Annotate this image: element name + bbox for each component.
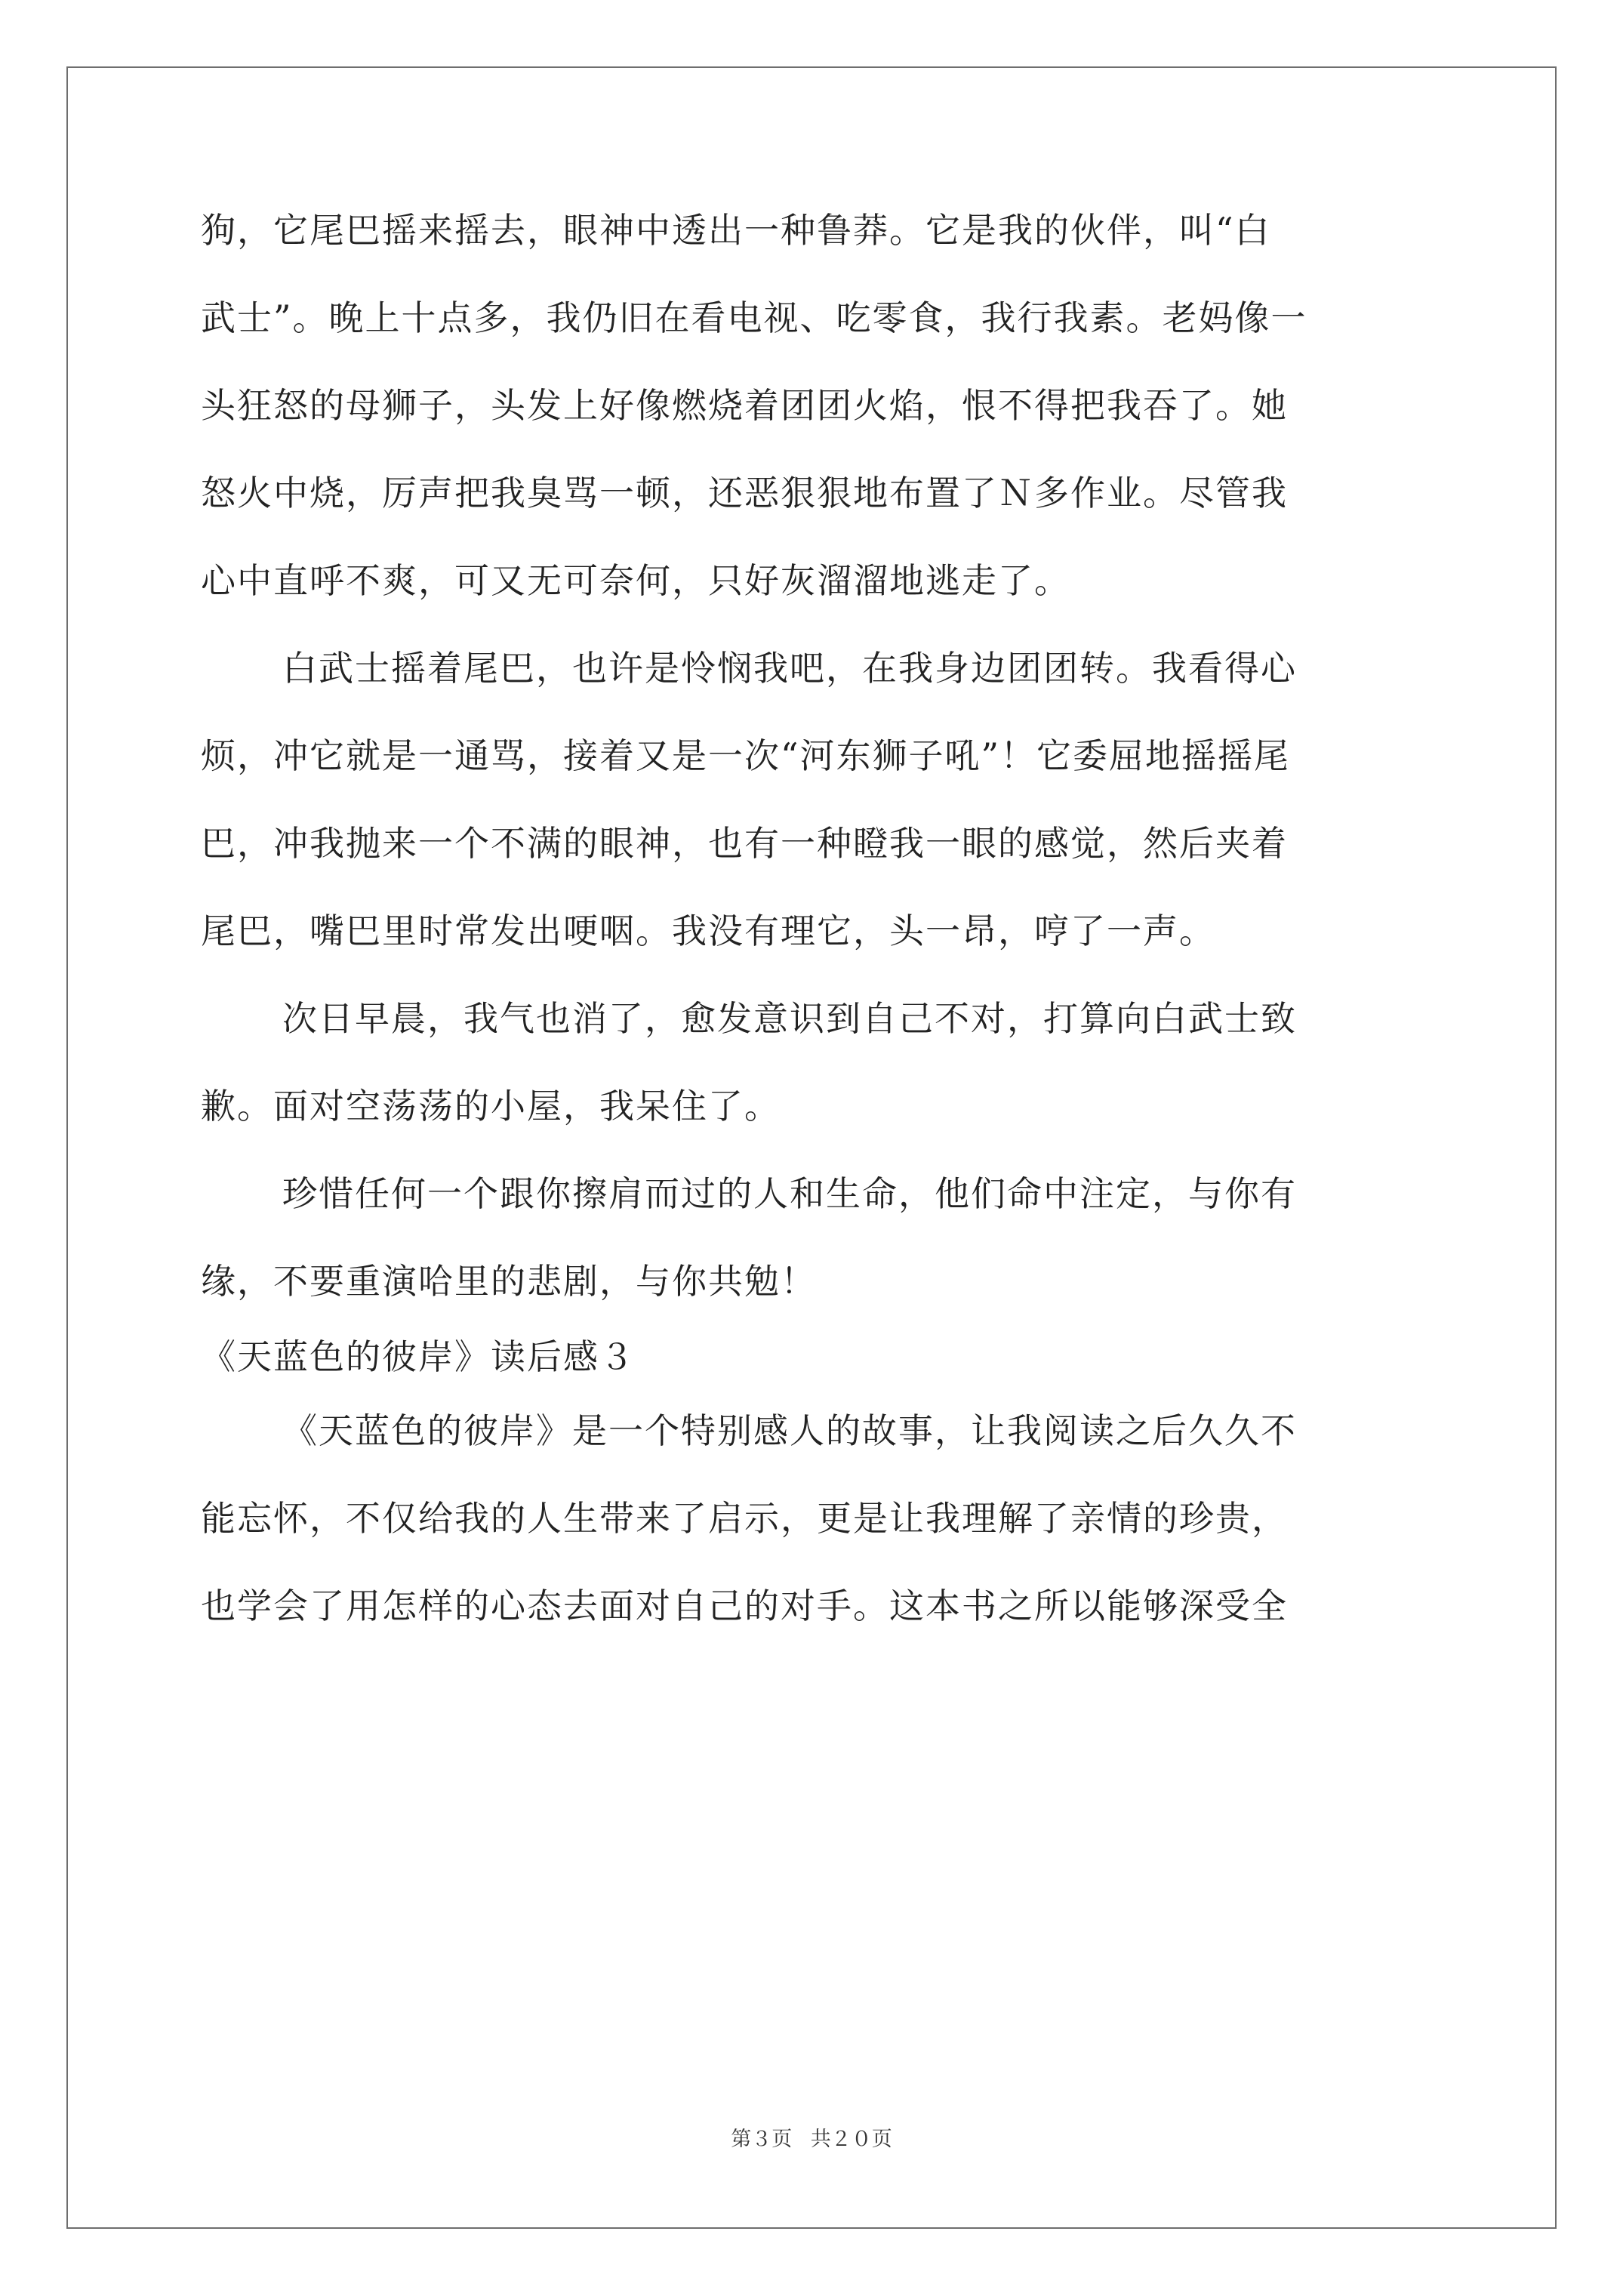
text-line: 缘，不要重演哈里的悲剧，与你共勉！ — [201, 1261, 817, 1302]
text-line: 巴，冲我抛来一个不满的眼神，也有一种瞪我一眼的感觉，然后夹着 — [201, 823, 1288, 864]
text-line: 能忘怀，不仅给我的人生带来了启示，更是让我理解了亲情的珍贵， — [201, 1498, 1288, 1539]
text-line: 怒火中烧，厉声把我臭骂一顿，还恶狠狠地布置了Ｎ多作业。尽管我 — [201, 473, 1288, 513]
text-line: 头狂怒的母狮子，头发上好像燃烧着团团火焰，恨不得把我吞了。她 — [201, 385, 1288, 426]
text-line: 珍惜任何一个跟你擦肩而过的人和生命，他们命中注定，与你有 — [282, 1173, 1297, 1214]
text-line: 次日早晨，我气也消了，愈发意识到自己不对，打算向白武士致 — [282, 998, 1297, 1039]
section-heading: 《天蓝色的彼岸》读后感３ — [201, 1336, 636, 1377]
text-line: 《天蓝色的彼岸》是一个特别感人的故事，让我阅读之后久久不 — [282, 1410, 1297, 1451]
text-line: 尾巴，嘴巴里时常发出哽咽。我没有理它，头一昂，哼了一声。 — [201, 911, 1215, 951]
text-line: 烦，冲它就是一通骂，接着又是一次“河东狮子吼”！它委屈地摇摇尾 — [201, 735, 1291, 776]
page-footer — [0, 2125, 1623, 2155]
text-line: 歉。面对空荡荡的小屋，我呆住了。 — [201, 1086, 781, 1126]
text-line: 武士”。晚上十点多，我仍旧在看电视、吃零食，我行我素。老妈像一 — [201, 297, 1307, 338]
page-total: 共２０页 — [810, 2128, 892, 2151]
text-line: 也学会了用怎样的心态去面对自己的对手。这本书之所以能够深受全 — [201, 1586, 1288, 1626]
text-line: 狗，它尾巴摇来摇去，眼神中透出一种鲁莽。它是我的伙伴，叫“白 — [201, 210, 1271, 251]
text-line: 白武士摇着尾巴，也许是怜悯我吧，在我身边团团转。我看得心 — [282, 648, 1297, 689]
text-line: 心中直呼不爽，可又无可奈何，只好灰溜溜地逃走了。 — [201, 560, 1070, 601]
page-number: 第３页 — [731, 2128, 793, 2151]
